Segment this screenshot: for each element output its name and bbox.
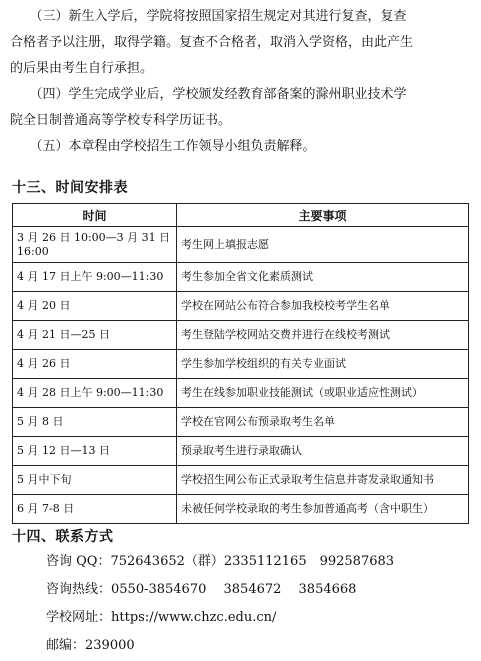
row-time: 4 月 28 日上午 9:00—11:30 bbox=[13, 379, 177, 408]
header-time: 时间 bbox=[13, 204, 177, 227]
row-item: 学校在官网公布预录取考生名单 bbox=[177, 408, 469, 437]
row-item: 考生在线参加职业技能测试（或职业适应性测试） bbox=[177, 379, 469, 408]
contact-postcode: 邮编：239000 bbox=[46, 638, 135, 653]
paragraph-line: （五）本章程由学校招生工作领导小组负责解释。 bbox=[10, 139, 316, 154]
table-row bbox=[13, 292, 469, 321]
paragraph-line: （四）学生完成学业后，学校颁发经教育部备案的滁州职业技术学 bbox=[10, 87, 407, 102]
table-row bbox=[13, 379, 469, 408]
contact-qq: 咨询 QQ：752643652（群）2335112165 992587683 bbox=[46, 554, 395, 569]
table-row bbox=[13, 350, 469, 379]
schedule-table bbox=[12, 203, 469, 524]
row-item: 考生参加全省文化素质测试 bbox=[177, 263, 469, 292]
row-item: 考生网上填报志愿 bbox=[177, 227, 469, 263]
table-row bbox=[13, 227, 469, 263]
paragraph-line: 的后果由考生自行承担。 bbox=[10, 61, 154, 76]
row-item: 预录取考生进行录取确认 bbox=[177, 437, 469, 466]
row-time: 4 月 26 日 bbox=[13, 350, 177, 379]
row-time: 5 月中下旬 bbox=[13, 466, 177, 495]
row-time: 5 月 12 日—13 日 bbox=[13, 437, 177, 466]
row-time: 4 月 17 日上午 9:00—11:30 bbox=[13, 263, 177, 292]
row-item: 考生登陆学校网站交费并进行在线校考测试 bbox=[177, 321, 469, 350]
table-row bbox=[13, 263, 469, 292]
contact-hotline: 咨询热线：0550-3854670 3854672 3854668 bbox=[46, 582, 357, 597]
table-row bbox=[13, 321, 469, 350]
paragraph-4 bbox=[10, 82, 471, 134]
paragraph-line: （三）新生入学后，学院将按照国家招生规定对其进行复查，复查 bbox=[10, 9, 407, 24]
row-time: 4 月 20 日 bbox=[13, 292, 177, 321]
row-item: 学生参加学校组织的有关专业面试 bbox=[177, 350, 469, 379]
row-time: 5 月 8 日 bbox=[13, 408, 177, 437]
table-row bbox=[13, 437, 469, 466]
paragraph-line: 院全日制普通高等学校专科学历证书。 bbox=[10, 113, 232, 128]
table-row bbox=[13, 408, 469, 437]
header-item: 主要事项 bbox=[177, 204, 469, 227]
section-14-title: 十四、联系方式 bbox=[12, 529, 114, 545]
table-row bbox=[13, 495, 469, 524]
row-item: 学校招生网公布正式录取考生信息并寄发录取通知书 bbox=[177, 466, 469, 495]
row-time: 4 月 21 日—25 日 bbox=[13, 321, 177, 350]
table-row bbox=[13, 466, 469, 495]
table-header-row bbox=[13, 204, 469, 227]
row-item: 学校在网站公布符合参加我校校考学生名单 bbox=[177, 292, 469, 321]
section-13-title: 十三、时间安排表 bbox=[12, 180, 128, 196]
paragraph-line: 合格者予以注册，取得学籍。复查不合格者，取消入学资格，由此产生 bbox=[10, 35, 414, 50]
contact-website: 学校网址：https://www.chzc.edu.cn/ bbox=[46, 610, 277, 625]
row-time: 6 月 7-8 日 bbox=[13, 495, 177, 524]
row-time: 3 月 26 日 10:00—3 月 31 日 16:00 bbox=[13, 227, 177, 263]
row-item: 未被任何学校录取的考生参加普通高考（含中职生） bbox=[177, 495, 469, 524]
paragraph-3 bbox=[10, 4, 471, 82]
paragraph-5 bbox=[10, 134, 471, 160]
